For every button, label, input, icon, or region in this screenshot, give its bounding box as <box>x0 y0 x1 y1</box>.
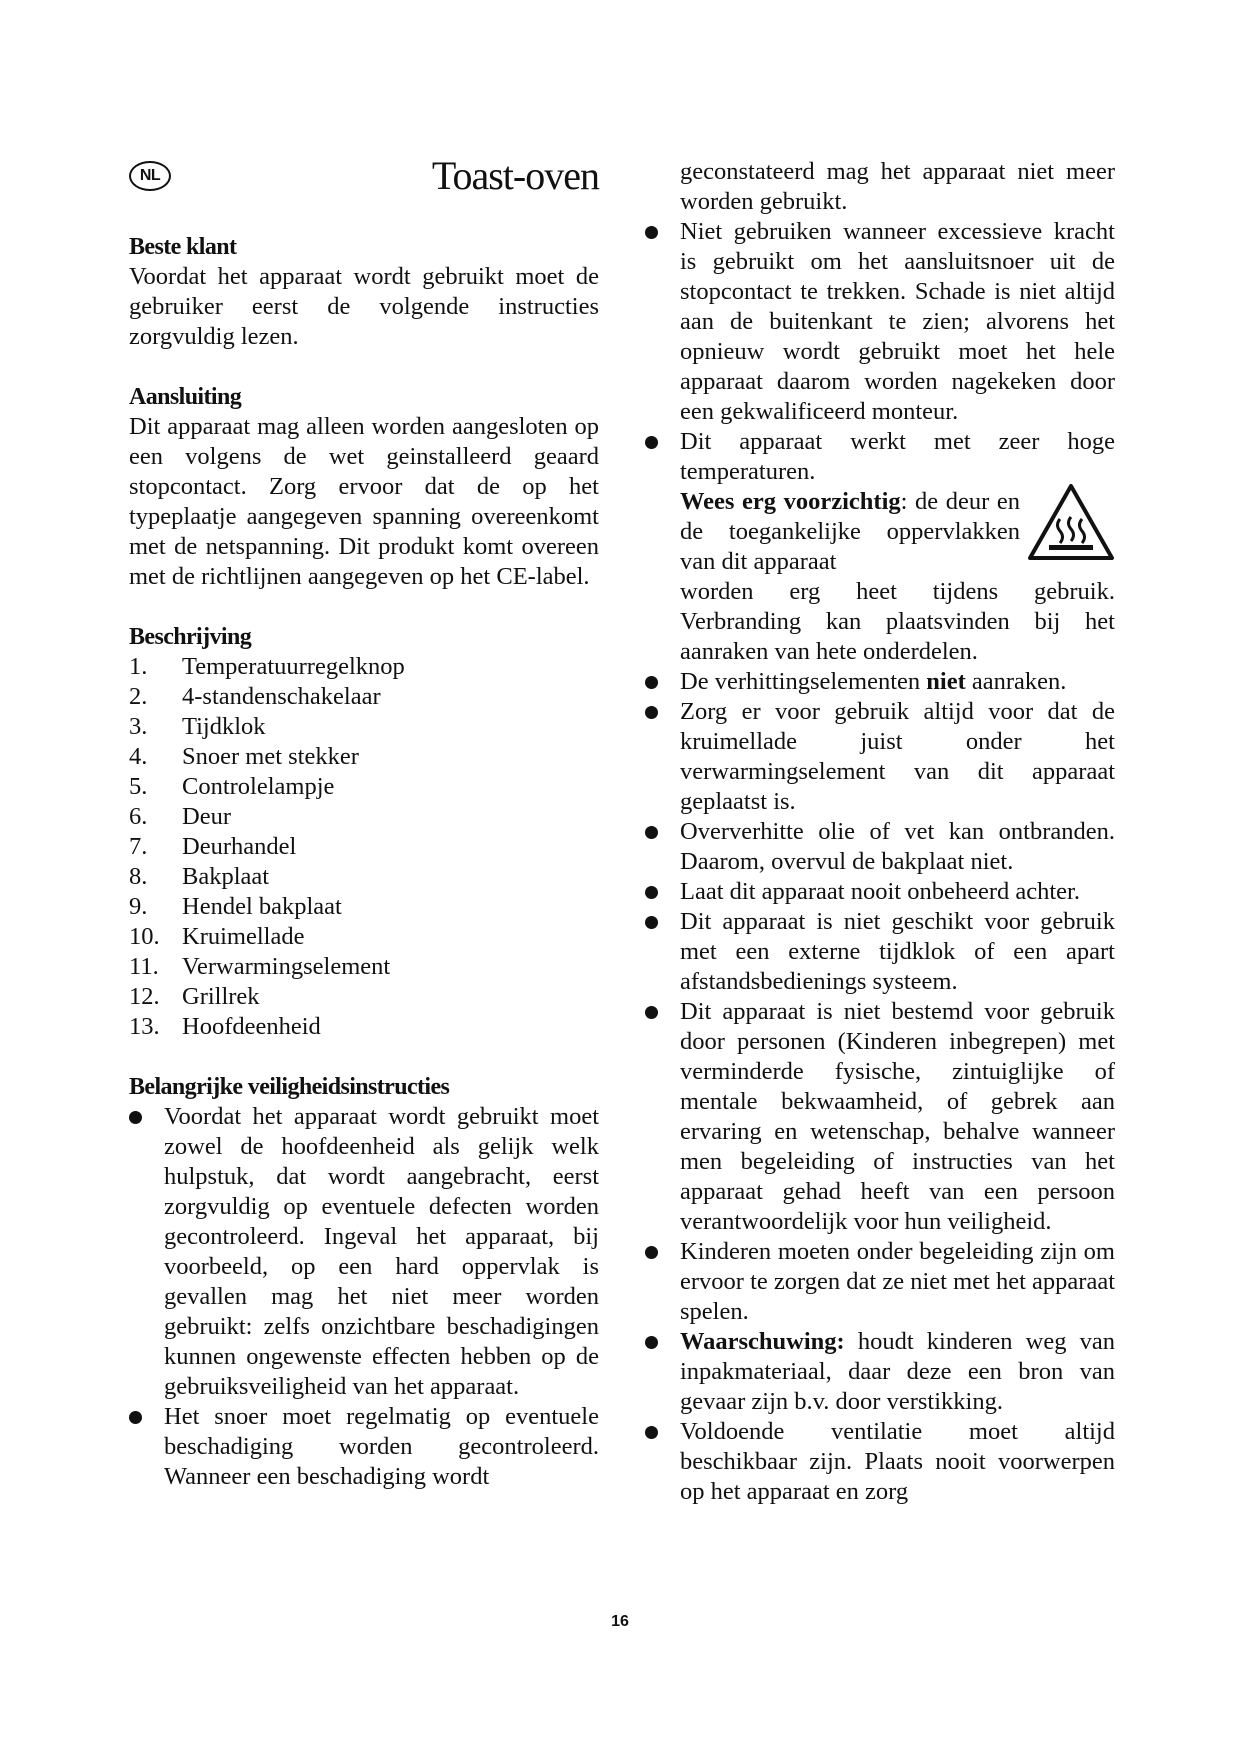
list-item: Oververhitte olie of vet kan ontbranden. Daarom, overvul de bakplaat niet. <box>645 817 1115 877</box>
warning-continued: worden erg heet tijdens gebruik. Verbranding kan plaatsvinden bij het aanraken van hete onderdelen. <box>680 578 1115 665</box>
list-item: Het snoer moet regelmatig op eventuele beschadiging worden gecontroleerd. Wanneer een beschadiging wordt <box>129 1402 599 1492</box>
greeting-section <box>129 232 599 352</box>
warning-text: : de deur en de toegankelijke oppervlakken van dit apparaat <box>680 488 1021 575</box>
connection-text: Dit apparaat mag alleen worden aangesloten op een volgens de wet geinstalleerd geaard stopcontact. Zorg ervoor dat de op het typeplaatje aangegeven spanning overeenkomt met de netspanning. Dit produkt komt overeen met de richtlijnen aangegeven op het CE-label. <box>129 413 599 590</box>
safety-section <box>129 1072 599 1492</box>
list-item: Niet gebruiken wanneer excessieve kracht is gebruikt om het aansluitsnoer uit de stopcontact te trekken. Schade is niet altijd aan de buitenkant te zien; alvorens het opnieuw wordt gebruikt moet het hele apparaat daarom worden nagekeken door een gekwalificeerd monteur. <box>645 217 1115 427</box>
list-item: Kinderen moeten onder begeleiding zijn om ervoor te zorgen dat ze niet met het apparaat spelen. <box>645 1237 1115 1327</box>
list-item: 13. Hoofdeenheid <box>129 1013 321 1040</box>
warning-block <box>645 487 1115 667</box>
list-item: De verhittingselementen niet aanraken. <box>645 667 1115 697</box>
list-item: 9. Hendel bakplaat <box>129 893 342 920</box>
list-item: Waarschuwing: houdt kinderen weg van inpakmateriaal, daar deze een bron van gevaar zijn b.v. door verstikking. <box>645 1327 1115 1417</box>
list-item: Voordat het apparaat wordt gebruikt moet zowel de hoofdeenheid als gelijk welk hulpstuk, dat wordt aangebracht, eerst zorgvuldig op eventuele defecten worden gecontroleerd. Ingeval het apparaat, bij voorbeeld, op een hard oppervlak is gevallen mag het niet meer worden gebruikt: zelfs onzichtbare beschadigingen kunnen ongewenste effecten hebben op de gebruiksveiligheid van het apparaat. <box>129 1102 599 1402</box>
list-item: Laat dit apparaat nooit onbeheerd achter. <box>645 877 1115 907</box>
list-item: 8. Bakplaat <box>129 863 270 890</box>
safety-bullets <box>129 1102 599 1492</box>
continued-text: geconstateerd mag het apparaat niet meer worden gebruikt. <box>680 158 1115 215</box>
safety-heading: Belangrijke veiligheidsinstructies <box>129 1074 450 1100</box>
list-item: Dit apparaat is niet geschikt voor gebruik met een externe tijdklok of een apart afstandsbedienings systeem. <box>645 907 1115 997</box>
list-item: 12. Grillrek <box>129 983 260 1010</box>
list-item: 1. Temperatuurregelknop <box>129 653 405 680</box>
list-item: 4. Snoer met stekker <box>129 743 359 770</box>
right-column <box>645 157 1115 1507</box>
page-title: Toast-oven <box>431 153 599 198</box>
page-number: 16 <box>611 1613 629 1630</box>
list-item: 6. Deur <box>129 803 231 830</box>
connection-section <box>129 382 599 592</box>
connection-heading: Aansluiting <box>129 384 242 410</box>
list-item: 5. Controlelampje <box>129 773 335 800</box>
description-section <box>129 622 599 1042</box>
hot-surface-warning-icon <box>1027 483 1115 561</box>
list-item: Dit apparaat werkt met zeer hoge temperaturen. <box>645 427 1115 487</box>
list-item: Zorg er voor gebruik altijd voor dat de kruimellade juist onder het verwarmingselement van dit apparaat geplaatst is. <box>645 697 1115 817</box>
left-column <box>129 232 599 1492</box>
description-heading: Beschrijving <box>129 624 252 650</box>
greeting-heading: Beste klant <box>129 234 237 260</box>
warning-label: Wees erg voorzichtig <box>680 488 901 515</box>
greeting-text: Voordat het apparaat wordt gebruikt moet de gebruiker eerst de volgende instructies zorgvuldig lezen. <box>129 263 599 350</box>
safety-bullets-continued <box>645 217 1115 1507</box>
list-item: 3. Tijdklok <box>129 713 266 740</box>
list-item: 10. Kruimellade <box>129 923 305 950</box>
parts-list <box>129 652 599 1042</box>
list-item: 7. Deurhandel <box>129 833 297 860</box>
list-item: 2. 4-standenschakelaar <box>129 683 381 710</box>
list-item: Dit apparaat is niet bestemd voor gebruik door personen (Kinderen inbegrepen) met verminderde fysische, zintuiglijke of mentale bekwaamheid, of gebrek aan ervaring en wetenschap, behalve wanneer men begeleiding of instructies van het apparaat gehad heeft van een persoon verantwoordelijk voor hun veiligheid. <box>645 997 1115 1237</box>
list-item: Voldoende ventilatie moet altijd beschikbaar zijn. Plaats nooit voorwerpen op het apparaat en zorg <box>645 1417 1115 1507</box>
list-item: 11. Verwarmingselement <box>129 953 391 980</box>
language-badge: NL <box>129 161 171 191</box>
